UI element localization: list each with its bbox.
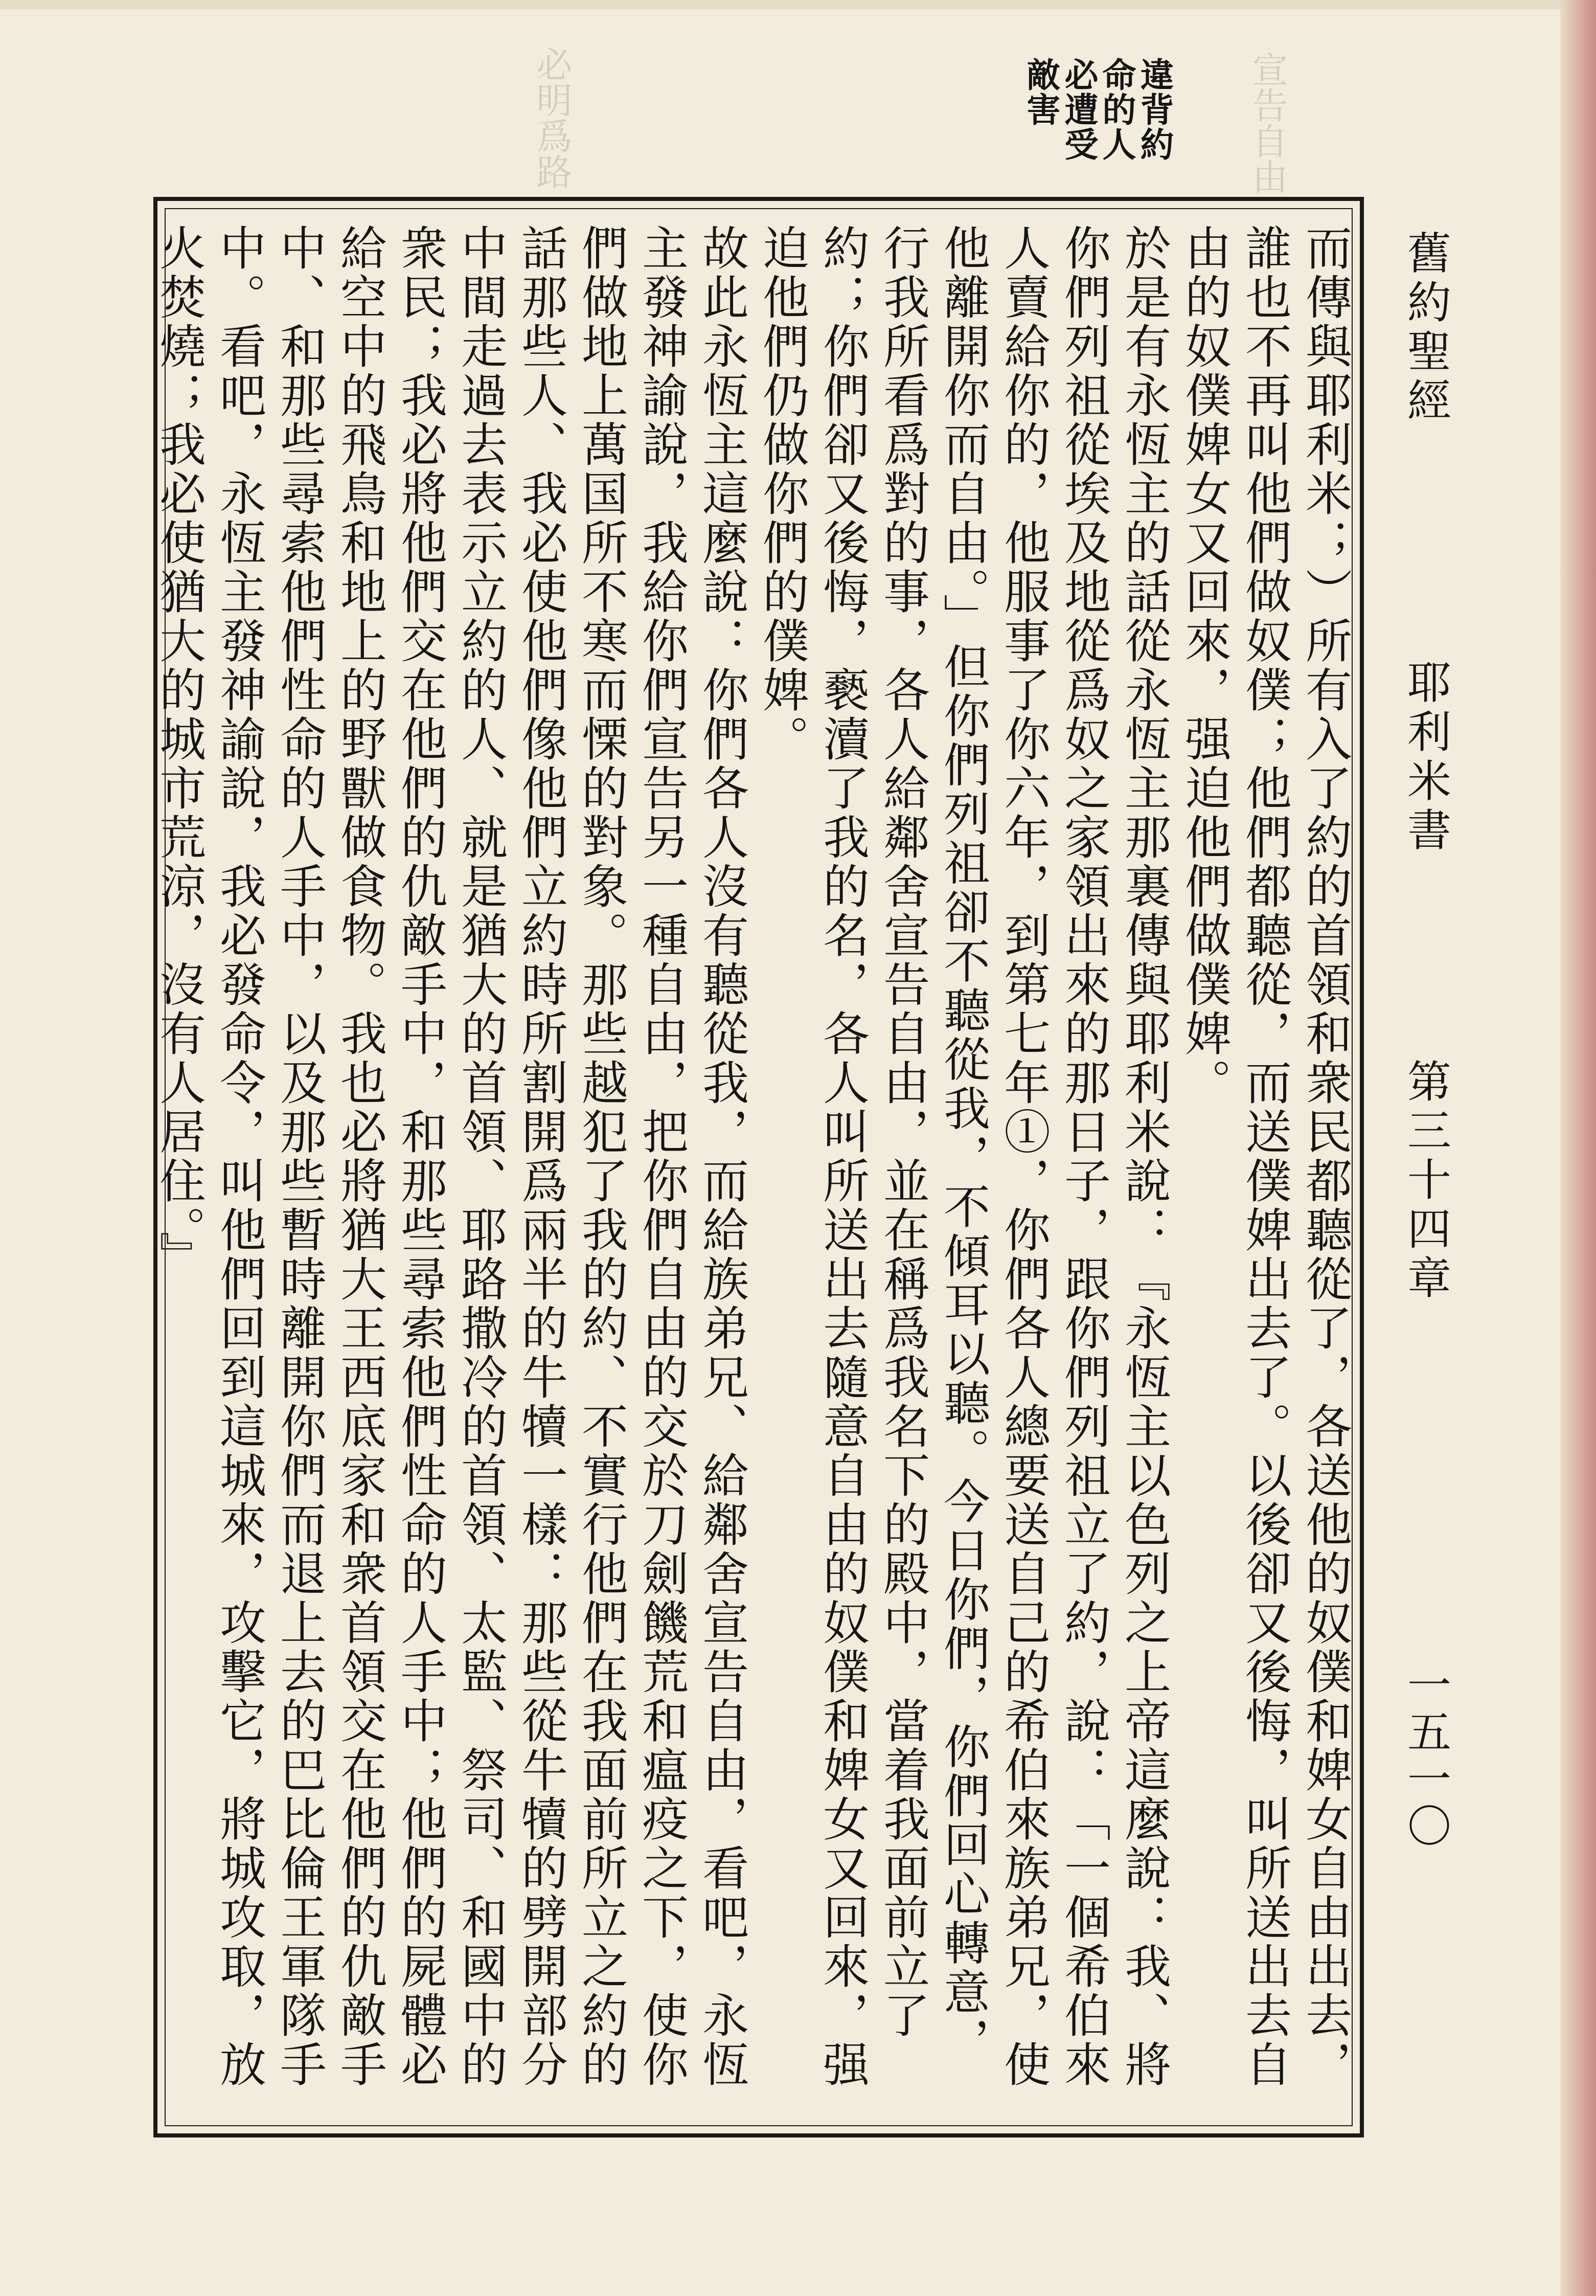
paragraph: 而傳與耶利米；）所有入了約的首領和衆民都聽從了，各送他的奴僕和婢女自由出去，誰也不再叫他們做奴僕；他們都聽從，而送僕婢出去了。以後卻又後悔，叫所送出去自由的奴僕婢女又回來，强迫他們做僕婢。 <box>1177 224 1352 2089</box>
running-head-book-title: 舊約聖經 <box>1400 230 1451 426</box>
show-through-text-2: 宣告自由 <box>1246 51 1288 194</box>
page-number: 一五一〇 <box>1400 1662 1451 1850</box>
paragraph: 於是有永恆主的話從永恆主那裏傳與耶利米說：『永恆主以色列之上帝這麼說：我、將你們列祖從埃及地從爲奴之家領出來的那日子，跟你們列祖立了約，說：「一個希伯來人賣給你的，他服事了你六年，到第七年①，你們各人總要送自己的希伯來族弟兄，使他離開你而自由。」但你們列祖卻不聽從我，不傾耳以聽。今日你們，你們回心轉意，行我所看爲對的事，各人給鄰舍宣告自由，並在稱爲我名下的殿中，當着我面前立了約；你們卻又後悔，褻瀆了我的名，各人叫所送出去隨意自由的奴僕和婢女又回來，强迫他們仍做你們的僕婢。 <box>755 224 1171 2089</box>
running-head-book-name: 耶利米書 <box>1400 660 1451 856</box>
page-top-edge <box>0 0 1596 9</box>
show-through-text: 必明爲路 <box>531 46 573 189</box>
text-frame <box>153 197 1364 2137</box>
paragraph: 故此永恆主這麼說：你們各人沒有聽從我，而給族弟兄、給鄰舍宣告自由，看吧，永恆主發神諭說，我給你們宣告另一種自由，把你們自由的交於刀劍饑荒和瘟疫之下，使你們做地上萬国所不寒而慄的對象。那些越犯了我的約、不實行他們在我面前所立之約的話那些人、我必使他們像他們立約時所割開爲兩半的牛犢一樣：那些從牛犢的劈開部分中間走過去表示立約的人、就是猶大的首領、耶路撒冷的首領、太監、祭司、和國中的衆民；我必將他們交在他們的仇敵手中，和那些尋索他們性命的人手中；他們的屍體必給空中的飛鳥和地上的野獸做食物。我也必將猶大王西底家和衆首領交在他們的仇敵手中、和那些尋索他們性命的人手中，以及那些暫時離開你們而退上去的巴比倫王軍隊手中。看吧，永恆主發神諭說，我必發命令，叫他們回到這城來，攻擊它，將城攻取，放火焚燒；我必使猶大的城市荒涼，沒有人居住。』 <box>152 224 748 2089</box>
scripture-text <box>152 224 1355 2106</box>
margin-sidenote: 違背約命的人必遭受敵害 <box>1021 57 1174 162</box>
page-edge <box>1560 0 1596 2296</box>
running-head-chapter: 第三十四章 <box>1400 1059 1451 1304</box>
